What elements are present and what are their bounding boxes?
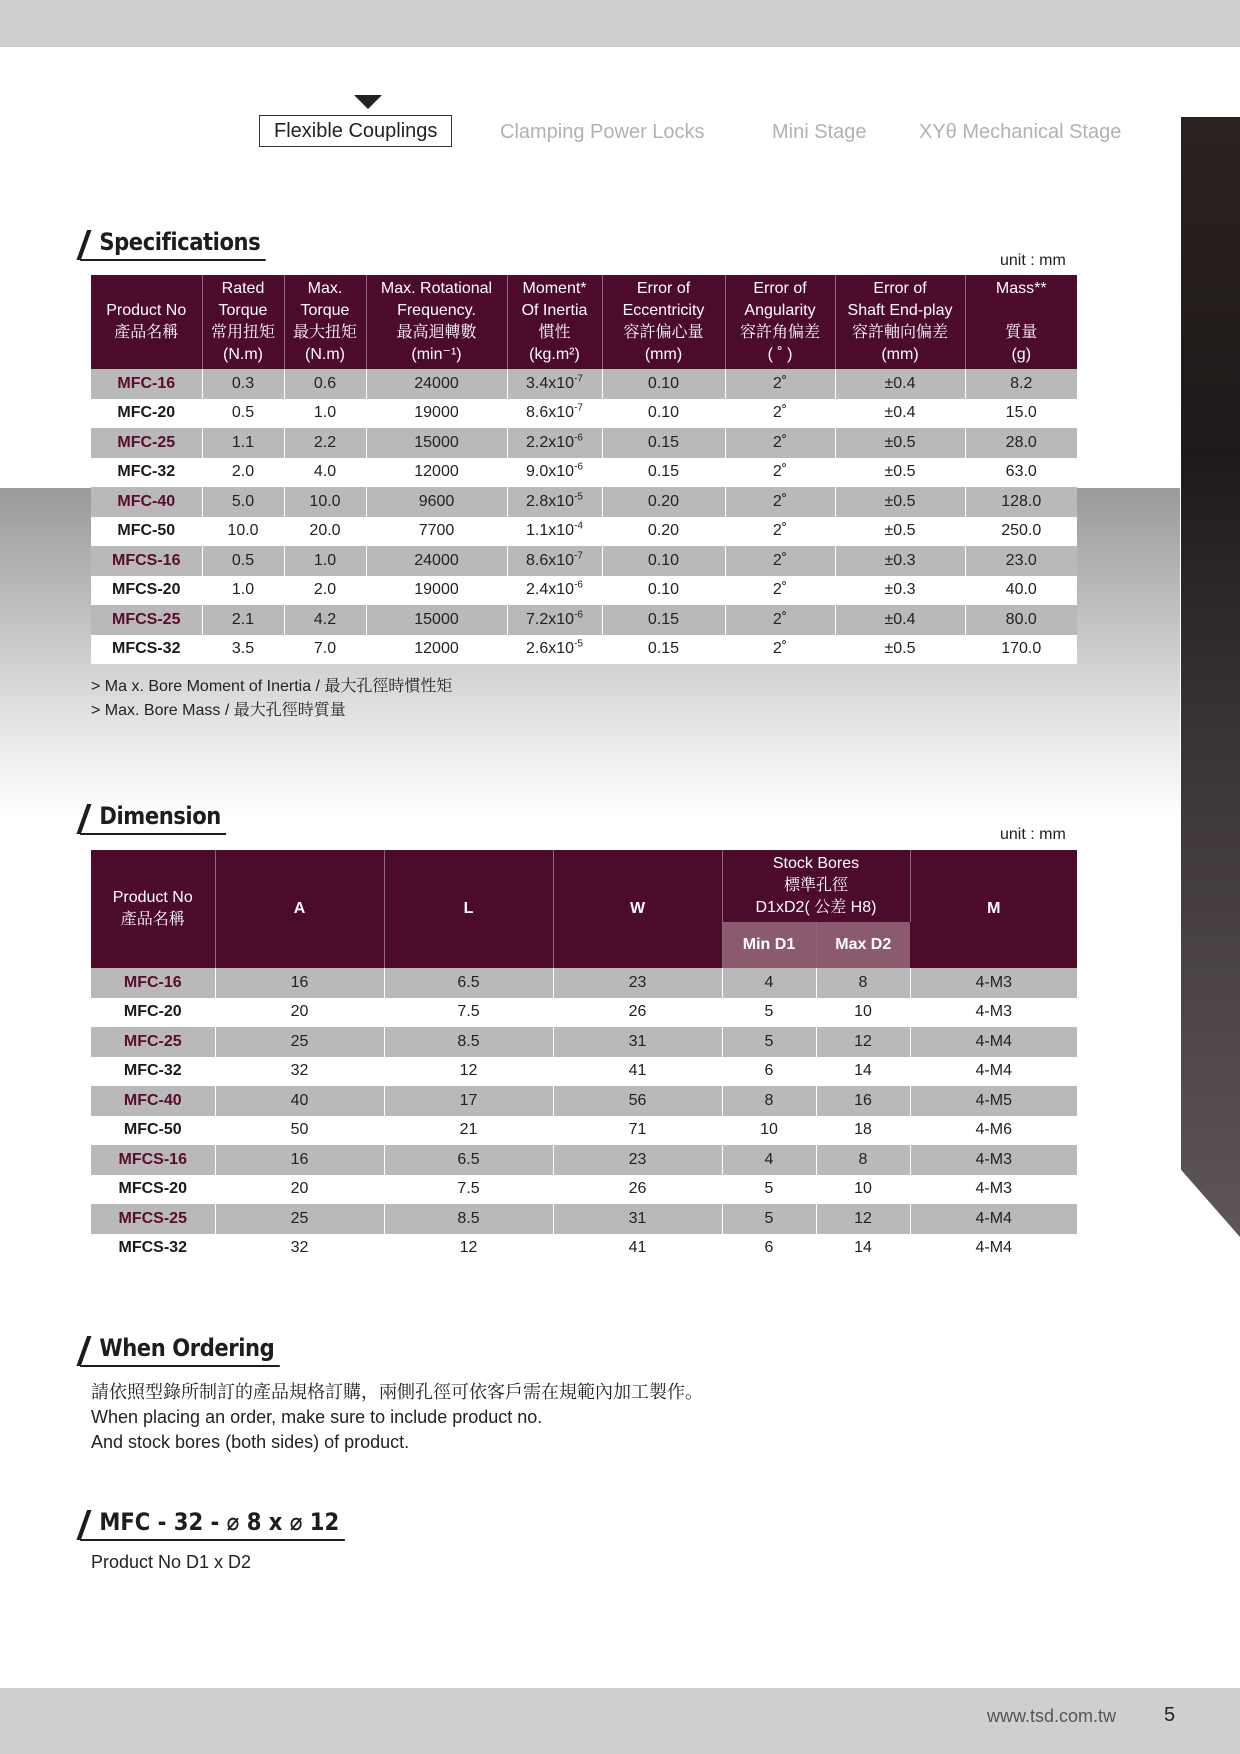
dim-cell-w: 41 [553,1057,722,1087]
dim-cell-l: 21 [384,1116,553,1146]
dim-cell-max-d2: 14 [816,1234,910,1264]
dim-cell-w: 23 [553,1145,722,1175]
spec-cell-error-eccentricity: 0.15 [602,605,725,635]
dim-cell-l: 8.5 [384,1027,553,1057]
spec-row [91,369,1077,399]
ordering-line-2: And stock bores (both sides) of product. [91,1432,410,1452]
spec-header-error-angularity: Error of Angularity 容許角偏差 ( ˚ ) [725,275,835,369]
dim-cell-a: 16 [215,1145,384,1175]
dim-cell-a: 25 [215,1204,384,1234]
spec-cell-max-frequency: 15000 [366,605,507,635]
spec-cell-max-torque: 0.6 [284,369,366,399]
dim-cell-product: MFCS-25 [91,1204,215,1234]
dim-cell-min-d1: 5 [722,1027,816,1057]
tab-clamping-power-locks[interactable]: Clamping Power Locks [500,121,705,143]
spec-cell-max-torque: 1.0 [284,546,366,576]
dim-row [91,998,1077,1028]
spec-cell-product: MFCS-16 [91,546,202,576]
dim-cell-max-d2: 10 [816,1175,910,1205]
spec-cell-max-torque: 4.0 [284,458,366,488]
dim-cell-a: 20 [215,998,384,1028]
spec-cell-product: MFCS-20 [91,576,202,606]
spec-row [91,546,1077,576]
spec-cell-mass: 15.0 [965,399,1077,429]
dimension-unit: unit : mm [1000,826,1066,843]
spec-cell-mass: 80.0 [965,605,1077,635]
dim-cell-a: 50 [215,1116,384,1146]
spec-header-product: Product No 產品名稱 [91,275,202,369]
spec-cell-error-angularity: 2˚ [725,369,835,399]
dim-cell-max-d2: 14 [816,1057,910,1087]
spec-cell-product: MFCS-25 [91,605,202,635]
dim-cell-min-d1: 4 [722,968,816,998]
spec-cell-moment-of-inertia: $2.4x10^{-6}$ [507,576,602,606]
dim-cell-product: MFC-20 [91,998,215,1028]
dim-cell-min-d1: 6 [722,1234,816,1264]
spec-cell-error-end-play: ±0.5 [835,487,965,517]
dim-cell-w: 56 [553,1086,722,1116]
spec-cell-max-frequency: 15000 [366,428,507,458]
dim-cell-max-d2: 10 [816,998,910,1028]
spec-cell-product: MFCS-32 [91,635,202,665]
spec-cell-moment-of-inertia: $9.0x10^{-6}$ [507,458,602,488]
spec-row [91,487,1077,517]
spec-cell-error-end-play: ±0.3 [835,546,965,576]
dim-cell-product: MFCS-20 [91,1175,215,1205]
dim-cell-a: 32 [215,1234,384,1264]
dim-cell-m: 4-M4 [910,1204,1077,1234]
spec-cell-mass: 63.0 [965,458,1077,488]
ordering-line-1: When placing an order, make sure to include product no. [91,1407,543,1427]
spec-cell-moment-of-inertia: $7.2x10^{-6}$ [507,605,602,635]
footer-url[interactable]: www.tsd.com.tw [987,1706,1117,1726]
spec-cell-max-torque: 4.2 [284,605,366,635]
spec-cell-max-frequency: 19000 [366,576,507,606]
spec-cell-error-angularity: 2˚ [725,546,835,576]
dim-row [91,1145,1077,1175]
spec-cell-error-end-play: ±0.4 [835,399,965,429]
spec-cell-rated-torque: 1.1 [202,428,284,458]
dim-header-product: Product No 產品名稱 [91,850,215,968]
dim-cell-min-d1: 5 [722,1204,816,1234]
spec-header-error-shaft-end-play: Error of Shaft End-play 容許軸向偏差 (mm) [835,275,965,369]
spec-cell-max-frequency: 9600 [366,487,507,517]
spec-cell-error-end-play: ±0.4 [835,605,965,635]
spec-cell-mass: 23.0 [965,546,1077,576]
dim-header-stock-bores: Stock Bores 標準孔徑 D1xD2( 公差 H8) [722,850,910,922]
heading-slash-icon [76,1510,91,1540]
spec-cell-max-frequency: 7700 [366,517,507,547]
heading-slash-icon [76,230,91,260]
spec-cell-error-end-play: ±0.3 [835,576,965,606]
dim-cell-a: 40 [215,1086,384,1116]
dimension-heading [80,802,226,835]
dim-row [91,1057,1077,1087]
dim-cell-l: 6.5 [384,1145,553,1175]
dim-cell-product: MFCS-32 [91,1234,215,1264]
dim-cell-w: 26 [553,1175,722,1205]
spec-cell-error-eccentricity: 0.15 [602,635,725,665]
dim-cell-product: MFC-32 [91,1057,215,1087]
ordering-heading [80,1334,280,1367]
spec-cell-mass: 40.0 [965,576,1077,606]
dim-cell-l: 7.5 [384,998,553,1028]
spec-header-max-torque: Max. Torque 最大扭矩 (N.m) [284,275,366,369]
spec-cell-max-frequency: 19000 [366,399,507,429]
spec-cell-max-torque: 20.0 [284,517,366,547]
dim-cell-m: 4-M5 [910,1086,1077,1116]
spec-row [91,428,1077,458]
spec-cell-product: MFC-20 [91,399,202,429]
active-tab-indicator-icon [354,95,382,109]
dim-cell-w: 41 [553,1234,722,1264]
spec-cell-error-angularity: 2˚ [725,576,835,606]
specifications-notes [91,675,452,723]
dim-cell-max-d2: 12 [816,1027,910,1057]
ordering-example-caption: Product No D1 x D2 [91,1552,252,1572]
spec-cell-rated-torque: 3.5 [202,635,284,665]
spec-cell-rated-torque: 1.0 [202,576,284,606]
dim-header-a: A [215,850,384,968]
dim-header-l: L [384,850,553,968]
spec-cell-error-eccentricity: 0.10 [602,399,725,429]
dim-row [91,1204,1077,1234]
dim-cell-l: 12 [384,1234,553,1264]
specifications-table [91,275,1077,664]
spec-cell-rated-torque: 0.5 [202,546,284,576]
spec-cell-moment-of-inertia: $2.2x10^{-6}$ [507,428,602,458]
dim-cell-max-d2: 12 [816,1204,910,1234]
spec-cell-error-eccentricity: 0.10 [602,546,725,576]
specifications-heading-text: Specifications [99,228,261,256]
spec-cell-product: MFC-25 [91,428,202,458]
spec-cell-error-end-play: ±0.5 [835,635,965,665]
spec-cell-rated-torque: 5.0 [202,487,284,517]
spec-cell-error-end-play: ±0.5 [835,517,965,547]
spec-cell-rated-torque: 10.0 [202,517,284,547]
category-nav [0,115,1240,147]
dim-cell-m: 4-M4 [910,1057,1077,1087]
dim-cell-w: 26 [553,998,722,1028]
dim-cell-m: 4-M4 [910,1027,1077,1057]
spec-cell-moment-of-inertia: $1.1x10^{-4}$ [507,517,602,547]
dim-cell-w: 71 [553,1116,722,1146]
side-decor-panel [1181,117,1240,1237]
tab-flexible-couplings[interactable]: Flexible Couplings [259,115,452,147]
dimension-header-row [91,850,1077,922]
dim-cell-product: MFC-50 [91,1116,215,1146]
spec-cell-error-end-play: ±0.4 [835,369,965,399]
spec-cell-moment-of-inertia: $2.6x10^{-5}$ [507,635,602,665]
heading-slash-icon [76,1336,91,1366]
spec-cell-product: MFC-16 [91,369,202,399]
spec-cell-error-eccentricity: 0.20 [602,517,725,547]
dim-cell-a: 32 [215,1057,384,1087]
spec-cell-rated-torque: 0.3 [202,369,284,399]
spec-cell-moment-of-inertia: $3.4x10^{-7}$ [507,369,602,399]
spec-cell-product: MFC-40 [91,487,202,517]
tab-xy-theta-mechanical-stage[interactable]: XYθ Mechanical Stage [919,121,1122,143]
spec-cell-mass: 170.0 [965,635,1077,665]
spec-cell-mass: 28.0 [965,428,1077,458]
spec-cell-error-angularity: 2˚ [725,428,835,458]
dim-cell-max-d2: 16 [816,1086,910,1116]
dimension-heading-text: Dimension [99,802,221,830]
dim-cell-l: 7.5 [384,1175,553,1205]
specifications-header-row [91,275,1077,369]
spec-cell-max-torque: 2.0 [284,576,366,606]
dim-cell-m: 4-M4 [910,1234,1077,1264]
spec-cell-mass: 8.2 [965,369,1077,399]
dim-row [91,1086,1077,1116]
spec-cell-error-eccentricity: 0.15 [602,458,725,488]
spec-cell-moment-of-inertia: $8.6x10^{-7}$ [507,399,602,429]
dim-row [91,1175,1077,1205]
dim-header-max-d2: Max D2 [816,922,910,968]
spec-row [91,399,1077,429]
ordering-example-code [80,1508,344,1541]
spec-cell-product: MFC-50 [91,517,202,547]
dim-header-min-d1: Min D1 [722,922,816,968]
spec-cell-max-frequency: 12000 [366,635,507,665]
dim-cell-w: 23 [553,968,722,998]
spec-cell-error-eccentricity: 0.20 [602,487,725,517]
dim-header-w: W [553,850,722,968]
dim-cell-product: MFC-16 [91,968,215,998]
spec-row [91,458,1077,488]
specifications-heading [80,228,266,261]
spec-header-error-eccentricity: Error of Eccentricity 容許偏心量 (mm) [602,275,725,369]
dim-cell-m: 4-M3 [910,968,1077,998]
dim-cell-w: 31 [553,1027,722,1057]
spec-cell-max-frequency: 12000 [366,458,507,488]
spec-cell-error-eccentricity: 0.10 [602,576,725,606]
spec-cell-rated-torque: 0.5 [202,399,284,429]
dim-cell-min-d1: 5 [722,1175,816,1205]
dim-row [91,968,1077,998]
dim-cell-m: 4-M3 [910,1175,1077,1205]
dim-cell-a: 16 [215,968,384,998]
ordering-heading-text: When Ordering [99,1334,275,1362]
dim-cell-min-d1: 10 [722,1116,816,1146]
dim-cell-product: MFCS-16 [91,1145,215,1175]
dim-cell-min-d1: 8 [722,1086,816,1116]
spec-cell-error-angularity: 2˚ [725,399,835,429]
dim-cell-l: 6.5 [384,968,553,998]
spec-cell-error-angularity: 2˚ [725,605,835,635]
spec-row [91,517,1077,547]
spec-cell-max-torque: 10.0 [284,487,366,517]
spec-cell-error-angularity: 2˚ [725,517,835,547]
spec-cell-mass: 250.0 [965,517,1077,547]
spec-header-moment-of-inertia: Moment* Of Inertia 慣性 (kg.m²) [507,275,602,369]
dim-cell-a: 25 [215,1027,384,1057]
page-number: 5 [1164,1704,1176,1726]
note-moment-of-inertia: > Ma x. Bore Moment of Inertia / 最大孔徑時慣性矩 [91,678,453,695]
spec-header-max-rotational-frequency: Max. Rotational Frequency. 最高迴轉數 (min⁻¹) [366,275,507,369]
spec-cell-max-torque: 2.2 [284,428,366,458]
dim-cell-l: 17 [384,1086,553,1116]
spec-header-rated-torque: Rated Torque 常用扭矩 (N.m) [202,275,284,369]
spec-cell-error-angularity: 2˚ [725,635,835,665]
spec-cell-error-end-play: ±0.5 [835,458,965,488]
spec-cell-error-angularity: 2˚ [725,487,835,517]
dimension-table [91,850,1077,1263]
dim-row [91,1027,1077,1057]
spec-cell-mass: 128.0 [965,487,1077,517]
spec-cell-product: MFC-32 [91,458,202,488]
ordering-instructions [91,1380,703,1455]
dim-cell-max-d2: 8 [816,1145,910,1175]
spec-cell-max-torque: 7.0 [284,635,366,665]
spec-cell-rated-torque: 2.1 [202,605,284,635]
dim-row [91,1116,1077,1146]
spec-cell-error-eccentricity: 0.10 [602,369,725,399]
spec-row [91,635,1077,665]
ordering-example-code-text: MFC - 32 - ⌀ 8 x ⌀ 12 [99,1508,340,1536]
dim-cell-m: 4-M3 [910,1145,1077,1175]
specifications-unit: unit : mm [1000,252,1066,269]
dim-cell-m: 4-M6 [910,1116,1077,1146]
dim-cell-w: 31 [553,1204,722,1234]
note-mass: > Max. Bore Mass / 最大孔徑時質量 [91,702,346,719]
spec-cell-moment-of-inertia: $8.6x10^{-7}$ [507,546,602,576]
top-bar [0,0,1240,47]
dim-cell-max-d2: 8 [816,968,910,998]
dim-cell-product: MFC-25 [91,1027,215,1057]
dim-row [91,1234,1077,1264]
dim-header-m: M [910,850,1077,968]
spec-cell-error-end-play: ±0.5 [835,428,965,458]
dim-cell-min-d1: 4 [722,1145,816,1175]
ordering-line-chinese: 請依照型錄所制訂的產品規格訂購，兩側孔徑可依客戶需在規範內加工製作。 [91,1382,703,1402]
spec-row [91,605,1077,635]
spec-cell-max-frequency: 24000 [366,546,507,576]
spec-cell-max-torque: 1.0 [284,399,366,429]
dim-cell-min-d1: 6 [722,1057,816,1087]
dim-cell-l: 8.5 [384,1204,553,1234]
dim-cell-l: 12 [384,1057,553,1087]
dim-cell-a: 20 [215,1175,384,1205]
spec-cell-rated-torque: 2.0 [202,458,284,488]
dim-cell-min-d1: 5 [722,998,816,1028]
spec-cell-max-frequency: 24000 [366,369,507,399]
tab-mini-stage[interactable]: Mini Stage [772,121,867,143]
dim-cell-m: 4-M3 [910,998,1077,1028]
dim-cell-max-d2: 18 [816,1116,910,1146]
spec-cell-error-eccentricity: 0.15 [602,428,725,458]
spec-row [91,576,1077,606]
spec-cell-error-angularity: 2˚ [725,458,835,488]
spec-header-mass: Mass** 質量 (g) [965,275,1077,369]
dim-cell-product: MFC-40 [91,1086,215,1116]
spec-cell-moment-of-inertia: $2.8x10^{-5}$ [507,487,602,517]
